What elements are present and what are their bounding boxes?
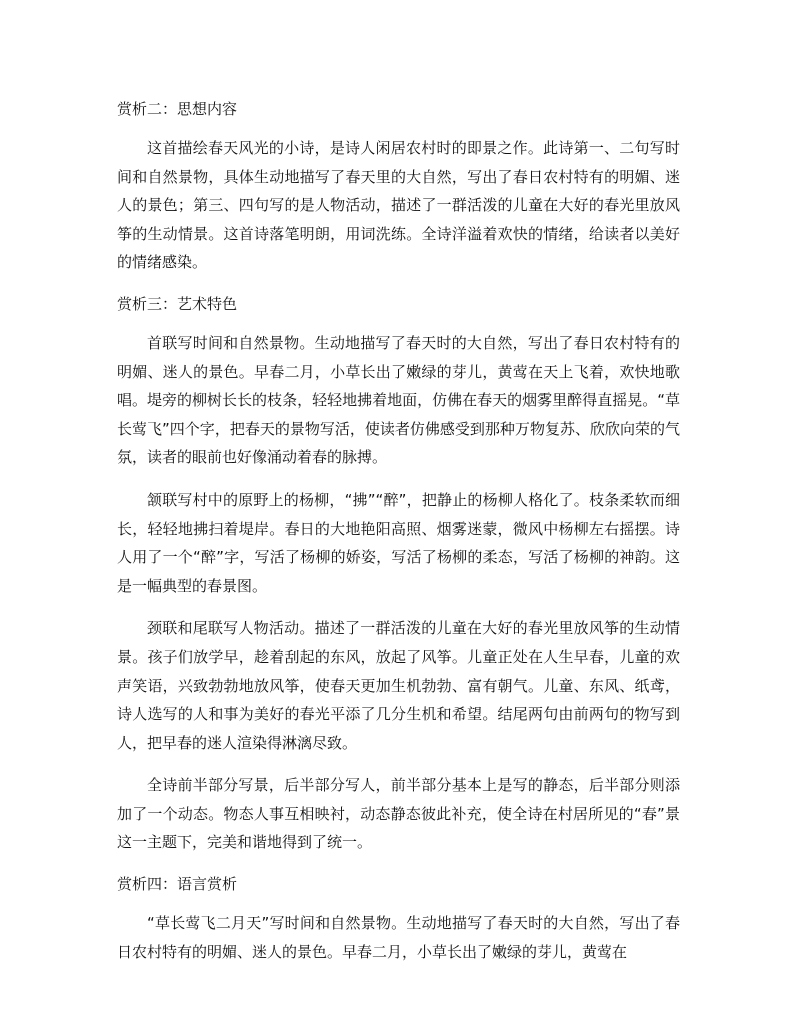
paragraph-art-4: 全诗前半部分写景，后半部分写人，前半部分基本上是写的静态，后半部分则添加了一个动态。物态人事互相映衬，动态静态彼此补充，使全诗在村居所见的“春”景这一主题下，完美和谐地得到了统一。 [117, 776, 680, 852]
section-heading-thought: 赏析二：思想内容 [117, 100, 238, 118]
section-heading-language: 赏析四：语言赏析 [117, 875, 238, 894]
paragraph-art-2: 颔联写村中的原野上的杨柳，“拂”“醉”，把静止的杨柳人格化了。枝条柔软而细长，轻轻地拂扫着堤岸。春日的大地艳阳高照、烟雾迷蒙，微风中杨柳左右摇摆。诗人用了一个“醉”字，写活了杨柳的娇姿，写活了杨柳的柔态，写活了杨柳的神韵。这是一幅典型的春景图。 [117, 490, 680, 595]
paragraph-art-3: 颈联和尾联写人物活动。描述了一群活泼的儿童在大好的春光里放风筝的生动情景。孩子们放学早，趁着刮起的东风，放起了风筝。儿童正处在人生早春，儿童的欢声笑语，兴致勃勃地放风筝，使春天更加生机勃勃、富有朝气。儿童、东风、纸鸢，诗人选写的人和事为美好的春光平添了几分生机和希望。结尾两句由前两句的物写到人，把早春的迷人渲染得淋漓尽致。 [117, 619, 680, 752]
section-heading-art: 赏析三：艺术特色 [117, 294, 238, 313]
document-page [117, 96, 680, 966]
paragraph-language-1: “草长莺飞二月天”写时间和自然景物。生动地描写了春天时的大自然，写出了春日农村特有的明媚、迷人的景色。早春二月，小草长出了嫩绿的芽儿，黄莺在 [117, 914, 680, 961]
paragraph-art-1: 首联写时间和自然景物。生动地描写了春天时的大自然，写出了春日农村特有的明媚、迷人的景色。早春二月，小草长出了嫩绿的芽儿，黄莺在天上飞着，欢快地歌唱。堤旁的柳树长长的枝条，轻轻地拂着地面，仿佛在春天的烟雾里醉得直摇晃。“草长莺飞”四个字，把春天的景物写活，使读者仿佛感受到那种万物复苏、欣欣向荣的气氛，读者的眼前也好像涌动着春的脉搏。 [117, 333, 680, 467]
paragraph-thought-1: 这首描绘春天风光的小诗，是诗人闲居农村时的即景之作。此诗第一、二句写时间和自然景物，具体生动地描写了春天里的大自然，写出了春日农村特有的明媚、迷人的景色；第三、四句写的是人物活动，描述了一群活泼的儿童在大好的春光里放风筝的生动情景。这首诗落笔明朗，用词洗练。全诗洋溢着欢快的情绪，给读者以美好的情绪感染。 [117, 139, 680, 272]
